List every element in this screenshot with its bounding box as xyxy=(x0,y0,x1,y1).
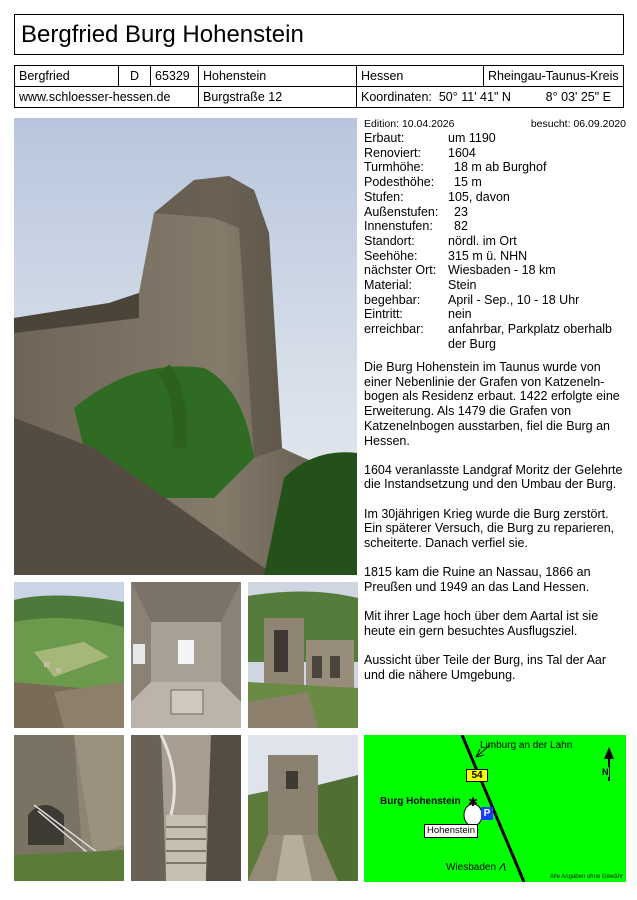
fact-key: Eintritt: xyxy=(364,307,403,322)
photo-outer-stairs xyxy=(14,735,124,881)
fact-row xyxy=(364,160,626,175)
info-town: Hohenstein xyxy=(199,66,357,87)
page-title: Bergfried Burg Hohenstein xyxy=(14,14,624,55)
parking-icon: P xyxy=(481,807,493,820)
paragraph: Die Burg Hohenstein im Taunus wurde von einer Nebenlinie der Grafen von Katzeneln-bogen als Residenz erbaut. 1422 erfolgte eine Erweiterung. Als 1479 die Grafen von Katzenelnbogen ausstarben, fiel die Burg an Hessen. xyxy=(364,360,620,448)
map-label-north: Limburg an der Lahn xyxy=(480,740,573,751)
photo-tower-exterior xyxy=(248,735,358,881)
photo-tower-interior xyxy=(131,582,241,728)
meta-row xyxy=(364,118,626,130)
location-map xyxy=(364,735,626,882)
fact-value: Stein xyxy=(448,278,477,293)
road-number-badge: 54 xyxy=(466,769,488,782)
paragraph: Mit ihrer Lage hoch über dem Aartal ist sie heute ein gern besuchtes Ausflugsziel. xyxy=(364,609,599,638)
fact-value: Wiesbaden - 18 km xyxy=(448,263,556,278)
photo-valley-view xyxy=(14,582,124,728)
fact-key: Renoviert: xyxy=(364,145,421,160)
coord-lat: 50° 11' 41" N xyxy=(438,90,511,104)
paragraph: 1815 kam die Ruine an Nassau, 1866 an Preußen und 1949 an das Land Hessen. xyxy=(364,565,591,594)
fact-value: anfahrbar, Parkplatz oberhalb der Burg xyxy=(448,322,612,351)
fact-row xyxy=(364,278,626,293)
fact-value: 105, davon xyxy=(448,189,510,204)
map-label-castle: Burg Hohenstein xyxy=(380,796,461,807)
photo-castle-gate xyxy=(248,582,358,728)
fact-value: nördl. im Ort xyxy=(448,233,517,248)
fact-row xyxy=(364,322,626,351)
fact-key: Erbaut: xyxy=(364,131,405,145)
north-arrow-icon: N xyxy=(602,767,609,777)
coord-lon: 8° 03' 25" E xyxy=(545,90,611,104)
photo-inner-staircase xyxy=(131,735,241,881)
info-street: Burgstraße 12 xyxy=(199,87,357,108)
fact-row xyxy=(364,146,626,161)
fact-key: Material: xyxy=(364,278,412,293)
fact-key: Außenstufen: xyxy=(364,204,439,219)
fact-value: April - Sep., 10 - 18 Uhr xyxy=(448,292,580,307)
fact-value: 23 xyxy=(454,204,468,219)
info-coordinates xyxy=(357,87,624,108)
info-table xyxy=(14,65,624,108)
info-state: Hessen xyxy=(357,66,484,87)
info-type: Bergfried xyxy=(15,66,119,87)
map-disclaimer: Alle Angaben ohne Gewähr xyxy=(549,874,623,880)
fact-value: nein xyxy=(448,307,472,322)
map-label-town: Hohenstein xyxy=(424,824,478,838)
fact-key: begehbar: xyxy=(364,292,421,307)
paragraph: 1604 veranlasste Landgraf Moritz der Gelehrte die Instandsetzung und den Umbau der Burg. xyxy=(364,462,623,492)
edition-date: Edition: 10.04.2026 xyxy=(364,118,455,130)
fact-key: Turmhöhe: xyxy=(364,160,424,175)
fact-row xyxy=(364,131,626,146)
fact-value: 15 m xyxy=(454,175,482,190)
fact-value: 1604 xyxy=(448,145,476,160)
fact-row xyxy=(364,190,626,205)
fact-key: erreichbar: xyxy=(364,322,424,337)
paragraph: Aussicht über Teile der Burg, ins Tal der Aar und die nähere Umgebung. xyxy=(364,653,607,682)
main-photo-tower xyxy=(14,118,357,575)
fact-value: 18 m ab Burghof xyxy=(454,160,547,175)
info-website[interactable]: www.schloesser-hessen.de xyxy=(15,87,199,108)
map-label-south: Wiesbaden xyxy=(446,862,497,873)
fact-key: Innenstufen: xyxy=(364,219,433,234)
fact-row xyxy=(364,205,626,220)
fact-value: 315 m ü. NHN xyxy=(448,248,528,263)
fact-value: 82 xyxy=(454,219,468,234)
fact-row xyxy=(364,307,626,322)
fact-key: Standort: xyxy=(364,233,415,248)
info-country: D xyxy=(119,66,151,87)
castle-marker-icon: ✱ xyxy=(468,795,479,809)
info-zip: 65329 xyxy=(151,66,199,87)
fact-key: nächster Ort: xyxy=(364,263,437,278)
fact-key: Podesthöhe: xyxy=(364,175,435,190)
fact-row xyxy=(364,175,626,190)
fact-row xyxy=(364,293,626,308)
visited-date: besucht: 06.09.2020 xyxy=(530,118,626,130)
fact-key: Stufen: xyxy=(364,189,404,204)
info-district: Rheingau-Taunus-Kreis xyxy=(484,66,624,87)
fact-row xyxy=(364,234,626,249)
description xyxy=(364,360,626,697)
fact-key: Seehöhe: xyxy=(364,248,418,263)
fact-value: um 1190 xyxy=(448,131,496,145)
paragraph: Im 30jährigen Krieg wurde die Burg zerstört. Ein späterer Versuch, die Burg zu reparieren, scheiterte. Danach verfiel sie. xyxy=(364,506,615,551)
fact-row xyxy=(364,263,626,278)
fact-row xyxy=(364,249,626,264)
coord-label: Koordinaten: xyxy=(361,90,432,104)
facts-panel xyxy=(364,118,626,352)
fact-row xyxy=(364,219,626,234)
